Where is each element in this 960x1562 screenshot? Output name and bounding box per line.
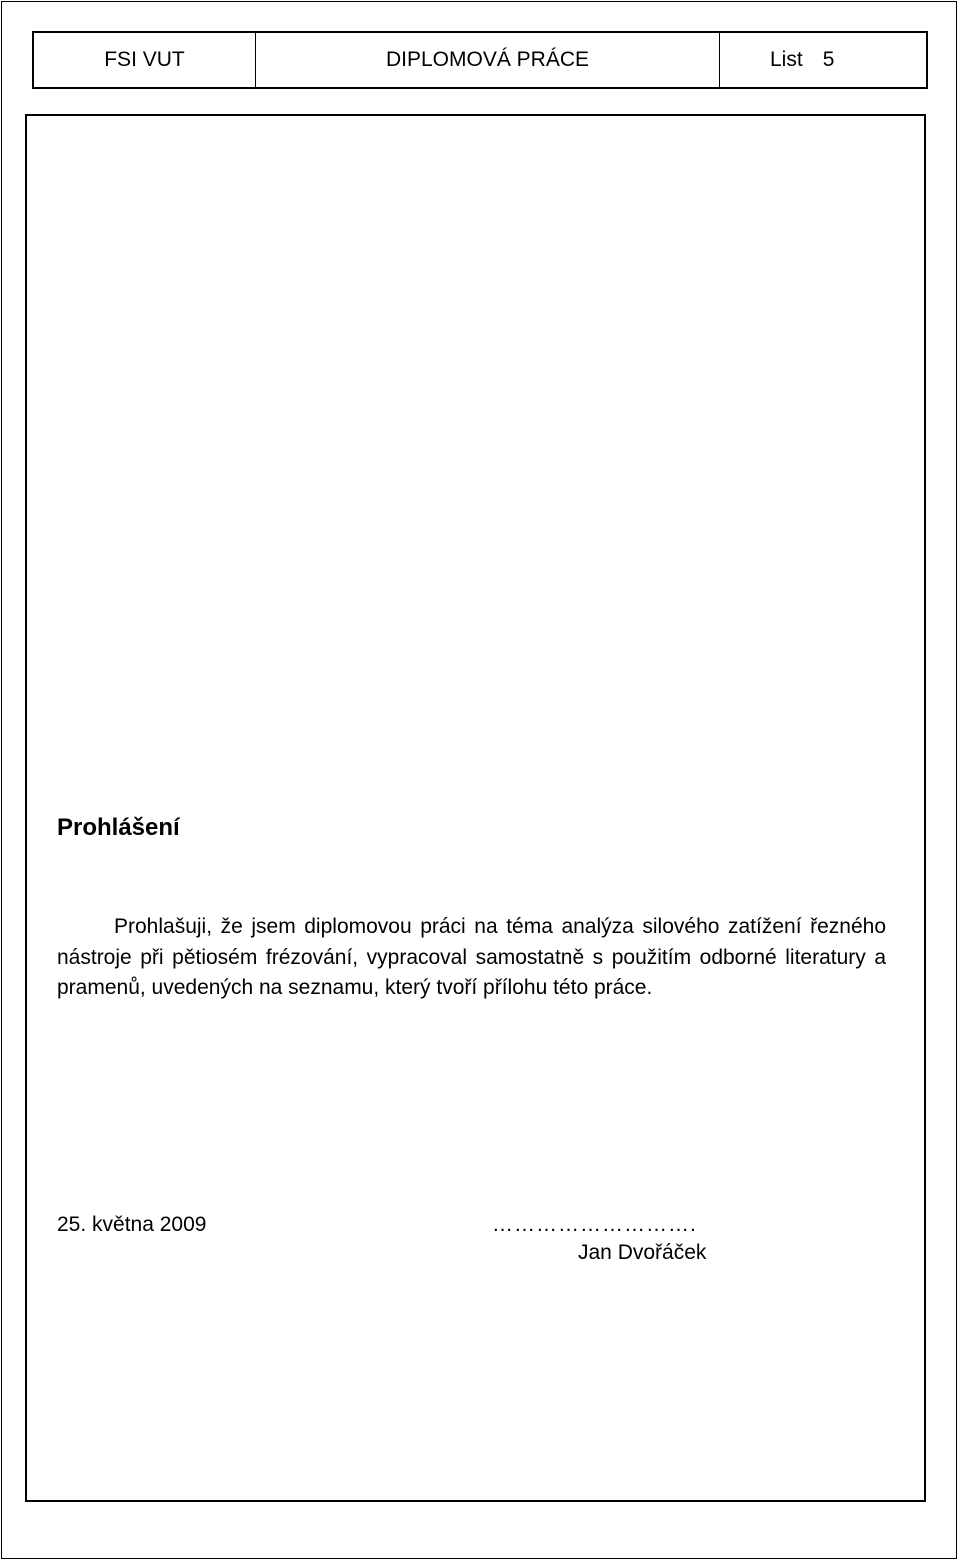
- content-frame: [25, 114, 926, 1502]
- header-document-type: [256, 33, 720, 87]
- header-title-text: DIPLOMOVÁ PRÁCE: [385, 48, 590, 71]
- declaration-body: Prohlašuji, že jsem diplomovou práci na téma analýza silového zatížení řezného nástroje při pětiosém frézování, vypracoval samostatně s použitím odborné literatury a pramenů, uvedených na seznamu, který tvoří přílohu této práce.: [57, 915, 886, 999]
- declaration-date: 25. května 2009: [57, 1213, 207, 1236]
- signature-line: ……………………….: [492, 1213, 697, 1236]
- header-page-number: [720, 33, 926, 87]
- header-list-label: List: [770, 48, 803, 71]
- header-school-text: FSI VUT: [104, 48, 185, 71]
- author-name: Jan Dvořáček: [578, 1241, 707, 1264]
- header-list-number: 5: [822, 48, 835, 71]
- header-school: [34, 33, 256, 87]
- declaration-heading: Prohlášení: [57, 814, 180, 841]
- page-header: [32, 31, 928, 89]
